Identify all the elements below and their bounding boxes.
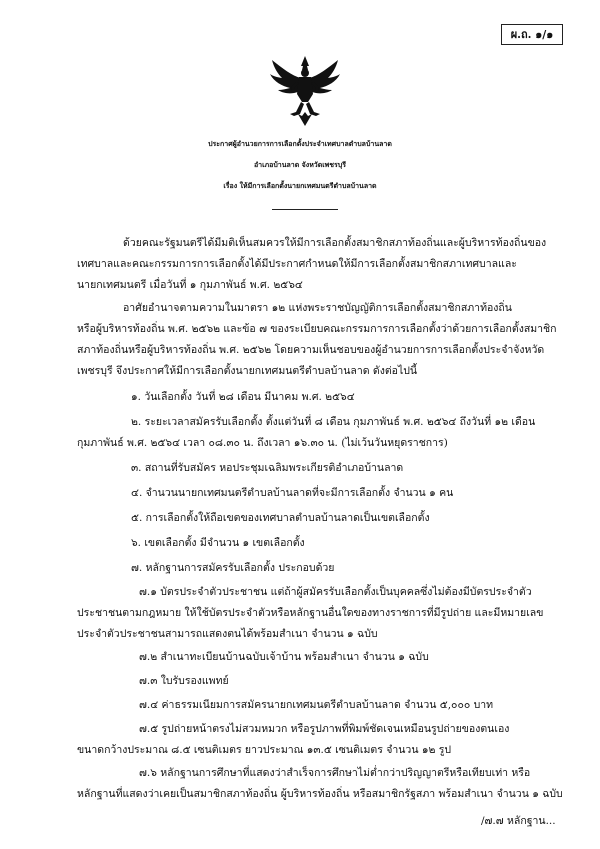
para2-line1: อาศัยอำนาจตามความในมาตรา ๑๒ แห่งพระราชบัญญัติการเลือกตั้งสมาชิกสภาท้องถิ่น bbox=[123, 302, 512, 314]
title-line-3: เรื่อง ให้มีการเลือกตั้งนายกเทศมนตรีตำบลบ้านลาด bbox=[223, 181, 377, 190]
item-5: ๕. การเลือกตั้งให้ถือเขตของเทศบาลตำบลบ้านลาดเป็นเขตเลือกตั้ง bbox=[131, 512, 430, 524]
para1-line3: นายกเทศมนตรี เมื่อวันที่ ๑ กุมภาพันธ์ พ.ศ. ๒๕๖๔ bbox=[77, 279, 303, 291]
item-7-1-line2: ประชาชนตามกฎหมาย ให้ใช้บัตรประจำตัวหรือหลักฐานอื่นใดของทางราชการที่มีรูปถ่าย และมีหมายเลข bbox=[77, 607, 544, 619]
item-2-line2: กุมภาพันธ์ พ.ศ. ๒๕๖๔ เวลา ๐๘.๓๐ น. ถึงเวลา ๑๖.๓๐ น. (ไม่เว้นวันหยุดราชการ) bbox=[77, 437, 448, 449]
title-line-2: อำเภอบ้านลาด จังหวัดเพชรบุรี bbox=[253, 160, 347, 169]
item-7-4: ๗.๔ ค่าธรรมเนียมการสมัครนายกเทศมนตรีตำบลบ้านลาด จำนวน ๕,๐๐๐ บาท bbox=[139, 699, 494, 711]
para2-line2: หรือผู้บริหารท้องถิ่น พ.ศ. ๒๕๖๒ และข้อ ๗ ของระเบียบคณะกรรมการการเลือกตั้งว่าด้วยการเลือกตั้งสมาชิก bbox=[77, 323, 557, 335]
item-6: ๖. เขตเลือกตั้ง มีจำนวน ๑ เขตเลือกตั้ง bbox=[131, 537, 305, 549]
item-7: ๗. หลักฐานการสมัครรับเลือกตั้ง ประกอบด้วย bbox=[131, 562, 335, 574]
para1-line2: เทศบาลและคณะกรรมการการเลือกตั้งได้มีประกาศกำหนดให้มีการเลือกตั้งสมาชิกสภาเทศบาลและ bbox=[77, 258, 517, 270]
item-2-line1: ๒. ระยะเวลาสมัครรับเลือกตั้ง ตั้งแต่วันที่ ๘ เดือน กุมภาพันธ์ พ.ศ. ๒๕๖๔ ถึงวันที่ ๑๒ เดือน bbox=[131, 416, 536, 428]
item-7-5-line2: ขนาดกว้างประมาณ ๘.๕ เซนติเมตร ยาวประมาณ ๑๓.๕ เซนติเมตร จำนวน ๑๒ รูป bbox=[77, 744, 452, 756]
continuation-marker: /๗.๗ หลักฐาน... bbox=[481, 815, 556, 827]
item-7-6-line1: ๗.๖ หลักฐานการศึกษาที่แสดงว่าสำเร็จการศึกษาไม่ต่ำกว่าปริญญาตรีหรือเทียบเท่า หรือ bbox=[139, 767, 531, 779]
para2-line4: เพชรบุรี จึงประกาศให้มีการเลือกตั้งนายกเทศมนตรีตำบลบ้านลาด ดังต่อไปนี้ bbox=[77, 365, 418, 377]
item-1: ๑. วันเลือกตั้ง วันที่ ๒๘ เดือน มีนาคม พ.ศ. ๒๕๖๔ bbox=[131, 391, 355, 403]
item-7-5-line1: ๗.๕ รูปถ่ายหน้าตรงไม่สวมหมวก หรือรูปภาพที่พิมพ์ชัดเจนเหมือนรูปถ่ายของตนเอง bbox=[139, 723, 510, 735]
para2-line3: สภาท้องถิ่นหรือผู้บริหารท้องถิ่น พ.ศ. ๒๕๖๒ โดยความเห็นชอบของผู้อำนวยการการเลือกตั้งประจำจังหวัด bbox=[77, 344, 545, 356]
item-7-1-line3: ประจำตัวประชาชนสามารถแสดงตนได้พร้อมสำเนา จำนวน ๑ ฉบับ bbox=[77, 628, 378, 640]
item-7-6-line2: หลักฐานที่แสดงว่าเคยเป็นสมาชิกสภาท้องถิ่น ผู้บริหารท้องถิ่น หรือสมาชิกรัฐสภา พร้อมสำเนา จำนวน ๑ ฉบับ bbox=[77, 788, 563, 800]
garuda-emblem-icon bbox=[268, 54, 342, 128]
form-code-box: ผ.ถ. ๑/๑ bbox=[501, 24, 563, 45]
title-line-1: ประกาศผู้อำนวยการการเลือกตั้งประจำเทศบาลตำบลบ้านลาด bbox=[208, 139, 392, 148]
para1-line1: ด้วยคณะรัฐมนตรีได้มีมติเห็นสมควรให้มีการเลือกตั้งสมาชิกสภาท้องถิ่นและผู้บริหารท้องถิ่นของ bbox=[123, 237, 547, 249]
item-7-3: ๗.๓ ใบรับรองแพทย์ bbox=[139, 675, 229, 687]
title-divider bbox=[272, 209, 338, 210]
item-3: ๓. สถานที่รับสมัคร หอประชุมเฉลิมพระเกียรติอำเภอบ้านลาด bbox=[131, 462, 404, 474]
item-7-1-line1: ๗.๑ บัตรประจำตัวประชาชน แต่ถ้าผู้สมัครรับเลือกตั้งเป็นบุคคลซึ่งไม่ต้องมีบัตรประจำตัว bbox=[139, 586, 532, 598]
item-4: ๔. จำนวนนายกเทศมนตรีตำบลบ้านลาดที่จะมีการเลือกตั้ง จำนวน ๑ คน bbox=[131, 487, 454, 499]
item-7-2: ๗.๒ สำเนาทะเบียนบ้านฉบับเจ้าบ้าน พร้อมสำเนา จำนวน ๑ ฉบับ bbox=[139, 651, 429, 663]
